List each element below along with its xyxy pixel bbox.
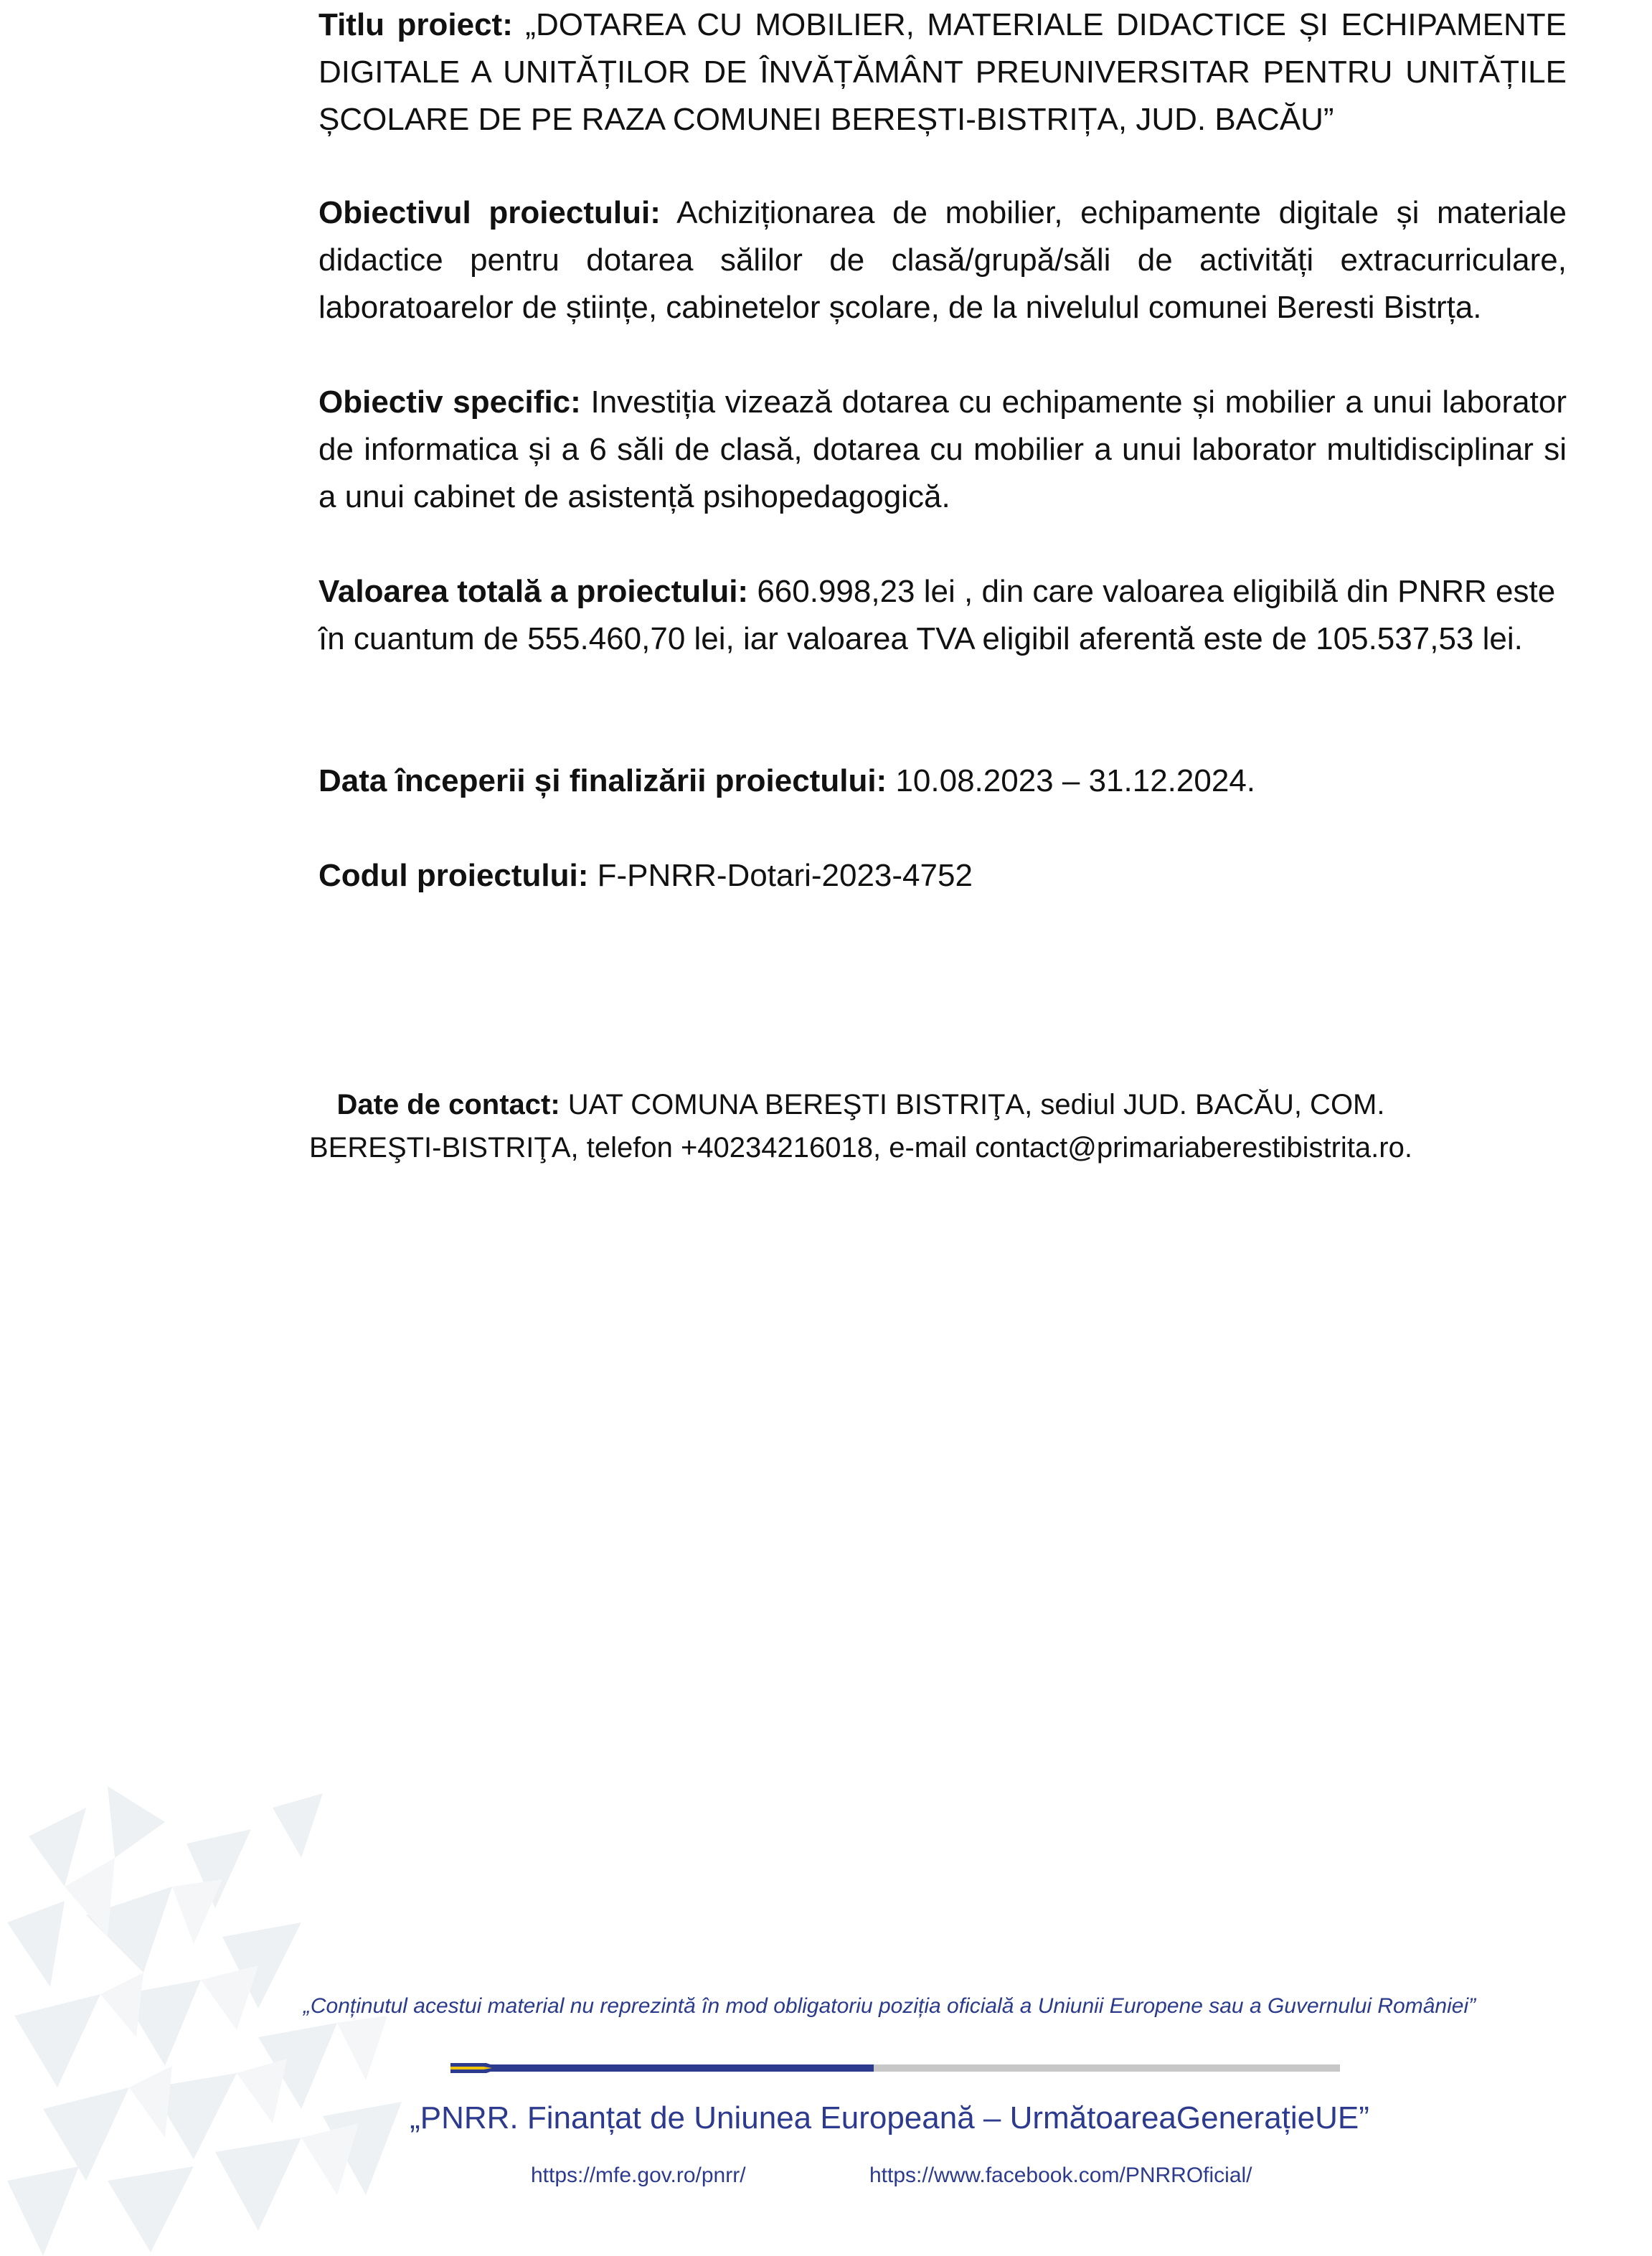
project-specific-objective-text: Investiția vizează dotarea cu echipamente și mobilier a unui laborator de informatica și a 6 săli de clasă, dotarea cu mobilier a unui laborator multidisciplinar si a unui cabinet de asistență psihopedagogică.: [318, 384, 1567, 514]
pnrr-facebook-link[interactable]: https://www.facebook.com/PNRROficial/: [869, 2163, 1252, 2187]
pnrr-slogan: „PNRR. Finanțat de Uniunea Europeană – UrmătoareaGenerațieUE”: [410, 2100, 1369, 2135]
project-objective-paragraph: [318, 189, 1567, 331]
project-title-text: „DOTAREA CU MOBILIER, MATERIALE DIDACTICE ȘI ECHIPAMENTE DIGITALE A UNITĂȚILOR DE ÎNVĂȚĂMÂNT PREUNIVERSITAR PENTRU UNITĂȚILE ȘCOLARE DE PE RAZA COMUNEI BEREȘTI-BISTRIȚA, JUD. BACĂU”: [318, 7, 1567, 137]
project-objective-text: Achiziționarea de mobilier, echipamente digitale și materiale didactice pentru dotarea sălilor de clasă/grupă/săli de activități extracurriculare, laboratoarelor de științe, cabinetelor școlare, de la nivelulul comunei Beresti Bistrța.: [318, 195, 1567, 325]
contact-details: [301, 1083, 1420, 1169]
project-dates-label: Data începerii și finalizării proiectului:: [318, 763, 887, 798]
footer-bar-blue-segment: [450, 2064, 874, 2072]
footer-divider-bar: [450, 2064, 1340, 2072]
mfe-pnrr-link[interactable]: https://mfe.gov.ro/pnrr/: [531, 2163, 746, 2187]
project-code-text: F-PNRR-Dotari-2023-4752: [597, 858, 973, 893]
project-objective-label: Obiectivul proiectului:: [318, 195, 661, 230]
project-code-paragraph: [318, 852, 1567, 900]
project-value-detail: în cuantum de 555.460,70 lei, iar valoarea TVA eligibil aferentă este de 105.537,53 lei.: [318, 621, 1523, 656]
project-code-label: Codul proiectului:: [318, 858, 589, 893]
contact-text: UAT COMUNA BEREŞTI BISTRIŢA, sediul JUD. BACĂU, COM. BEREŞTI-BISTRIŢA, telefon +40234216018, e-mail contact@primariaberestibistrita.ro.: [309, 1089, 1412, 1164]
project-dates-text: 10.08.2023 – 31.12.2024.: [895, 763, 1256, 798]
project-title-label: Titlu proiect:: [318, 7, 513, 42]
eu-disclaimer: „Conținutul acestui material nu reprezintă în mod obligatoriu poziția oficială a Uniunii Europene sau a Guvernului României”: [303, 1994, 1476, 2018]
project-value-text: 660.998,23 lei , din care valoarea eligibilă din PNRR este: [757, 574, 1556, 609]
project-specific-objective-paragraph: [318, 379, 1567, 521]
project-title-paragraph: [318, 1, 1567, 143]
footer-bar-grey-segment: [874, 2064, 1340, 2072]
project-value-label: Valoarea totală a proiectului:: [318, 574, 749, 609]
project-dates-paragraph: [318, 757, 1567, 805]
project-specific-objective-label: Obiectiv specific:: [318, 384, 581, 420]
project-value-paragraph: [318, 568, 1567, 663]
eu-flag-stripe-icon: [450, 2063, 501, 2073]
contact-label: Date de contact:: [336, 1089, 560, 1120]
